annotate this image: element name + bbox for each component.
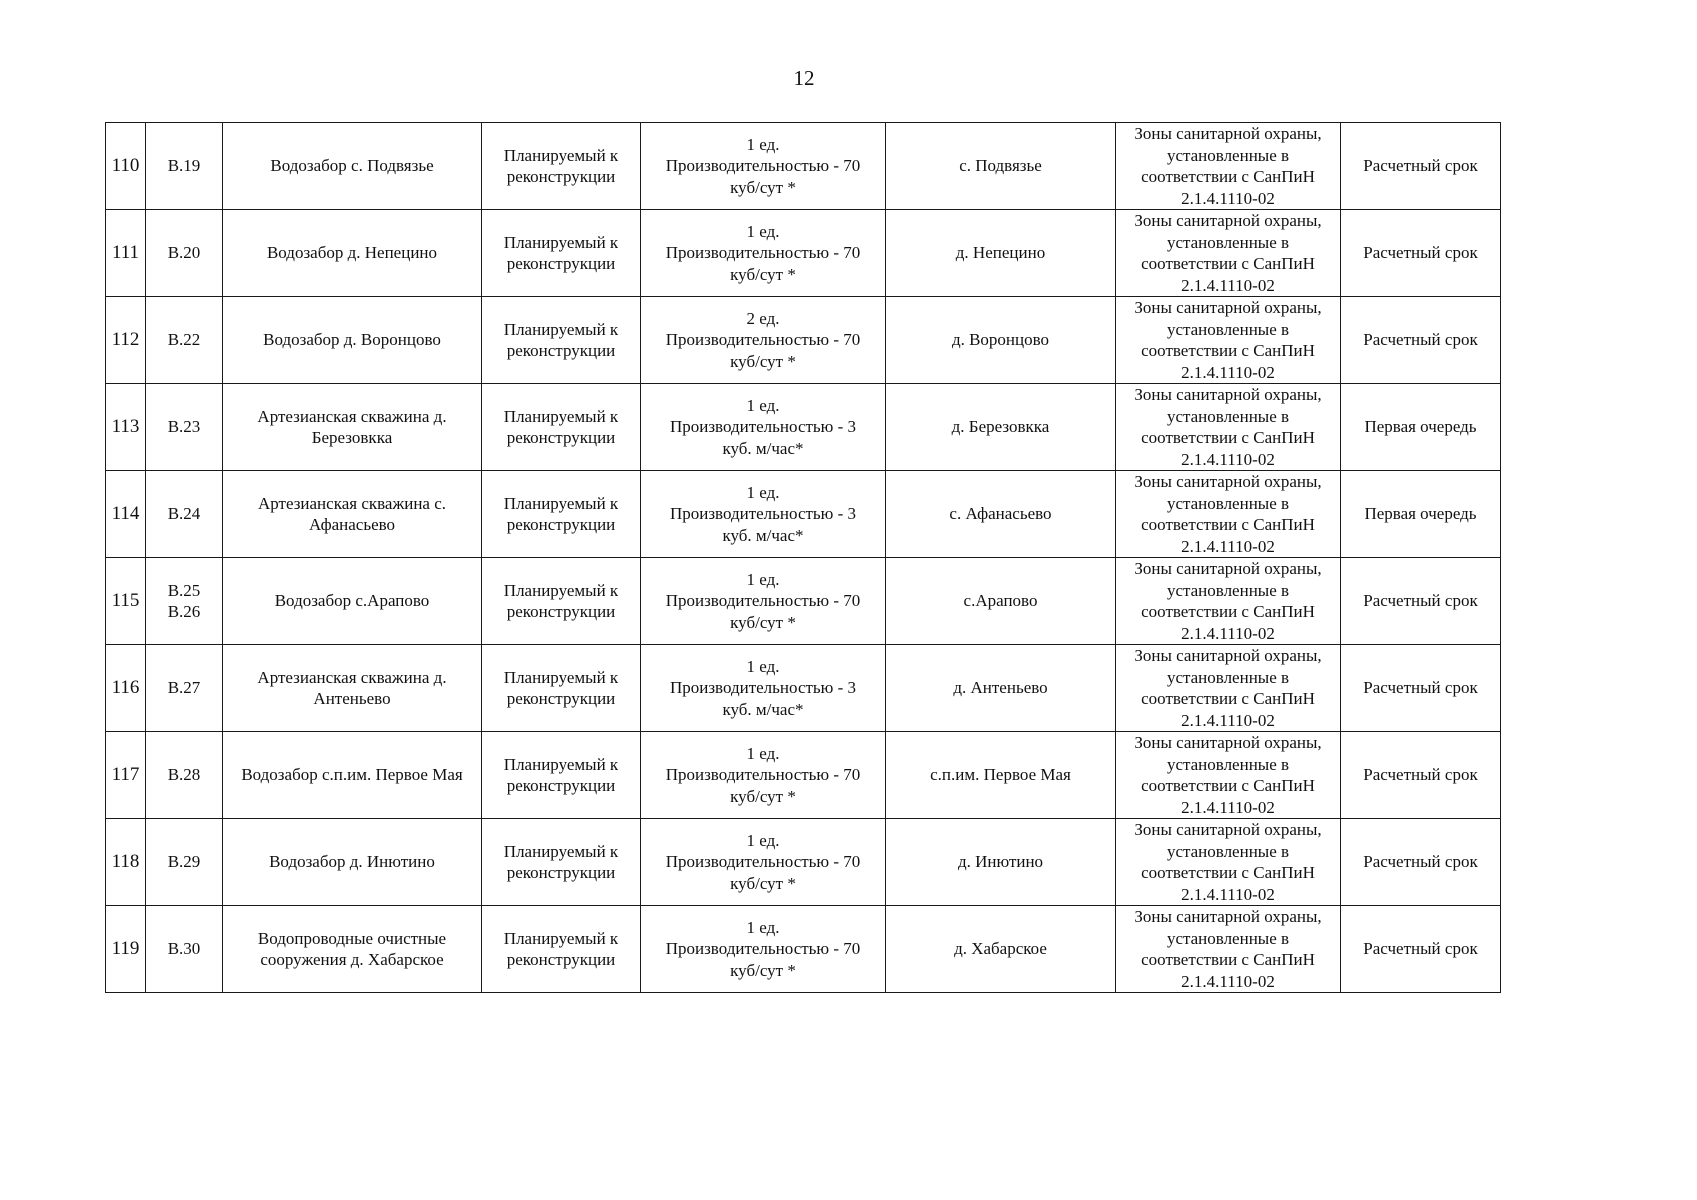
cell-term — [1341, 384, 1501, 471]
cell-text-line: с. Подвязье — [959, 156, 1042, 176]
cell-text-line: Производительностью - 3 — [669, 678, 857, 698]
cell-text-line: соответствии с СанПиН — [1141, 950, 1315, 969]
cell-text-line: 2.1.4.1110-02 — [1181, 884, 1275, 904]
cell-protection-zones — [1116, 297, 1341, 384]
cell-status — [482, 297, 641, 384]
cell-text-line: В.23 — [167, 417, 201, 437]
cell-text-line: Первая очередь — [1364, 504, 1477, 524]
cell-text-line: Водозабор д. Инютино — [269, 852, 435, 872]
cell-text-line: Расчетный срок — [1363, 678, 1478, 698]
cell-text-line: В.25 — [167, 580, 201, 600]
cell-text-line: Зоны санитарной охраны, — [1134, 559, 1322, 578]
cell-text-line: реконструкции — [506, 776, 616, 795]
cell-text-line: Водозабор с.п.им. Первое Мая — [241, 765, 463, 785]
cell-text-line: реконструкции — [506, 254, 616, 273]
cell-text-line: Расчетный срок — [1363, 591, 1478, 611]
cell-code — [146, 732, 223, 819]
cell-text-line: Планируемый к — [503, 580, 619, 600]
cell-text-line: Планируемый к — [503, 493, 619, 513]
cell-text-line: 1 ед. — [746, 482, 780, 502]
cell-text-line: Планируемый к — [503, 928, 619, 948]
cell-text-line: Зоны санитарной охраны, — [1134, 820, 1322, 839]
cell-text-line: соответствии с СанПиН — [1141, 428, 1315, 447]
cell-capacity — [641, 384, 886, 471]
cell-text-line: установленные в — [1166, 667, 1290, 687]
cell-text-line: установленные в — [1166, 319, 1290, 339]
cell-text-line: куб/сут * — [730, 264, 796, 284]
cell-text-line: Производительностью - 70 — [665, 852, 861, 872]
cell-text-line: Производительностью - 3 — [669, 417, 857, 437]
cell-text-line: Расчетный срок — [1363, 243, 1478, 263]
cell-capacity — [641, 123, 886, 210]
cell-facility-name — [223, 210, 482, 297]
cell-text-line: 1 ед. — [746, 656, 780, 676]
cell-text-line: Водозабор д. Непецино — [266, 243, 438, 263]
cell-status — [482, 819, 641, 906]
table-row — [106, 471, 1501, 558]
page-number: 12 — [793, 66, 815, 90]
cell-location — [886, 210, 1116, 297]
cell-text-line: В.24 — [167, 504, 201, 524]
cell-number: 118 — [106, 819, 146, 906]
cell-text-line: куб. м/час* — [722, 525, 804, 545]
cell-code — [146, 123, 223, 210]
cell-code — [146, 819, 223, 906]
table-row — [106, 558, 1501, 645]
cell-text-line: Расчетный срок — [1363, 852, 1478, 872]
table-row — [106, 819, 1501, 906]
cell-text-line: Водозабор с. Подвязье — [270, 156, 434, 176]
cell-text-line: Артезианская скважина д. — [257, 667, 447, 687]
cell-text-line: куб/сут * — [730, 612, 796, 632]
cell-protection-zones — [1116, 732, 1341, 819]
cell-code — [146, 906, 223, 993]
cell-text-line: 1 ед. — [746, 569, 780, 589]
cell-location — [886, 819, 1116, 906]
cell-facility-name — [223, 819, 482, 906]
cell-text-line: с. Афанасьево — [949, 504, 1052, 524]
cell-status — [482, 210, 641, 297]
cell-text-line: куб/сут * — [730, 177, 796, 197]
cell-text-line: Планируемый к — [503, 406, 619, 426]
cell-text-line: реконструкции — [506, 863, 616, 882]
cell-text-line: 2.1.4.1110-02 — [1181, 971, 1275, 991]
cell-status — [482, 384, 641, 471]
cell-text-line: Водопроводные очистные — [257, 928, 447, 948]
cell-text-line: установленные в — [1166, 928, 1290, 948]
cell-status — [482, 906, 641, 993]
cell-text-line: Расчетный срок — [1363, 156, 1478, 176]
cell-text-line: куб. м/час* — [722, 699, 804, 719]
cell-number: 112 — [106, 297, 146, 384]
cell-capacity — [641, 732, 886, 819]
cell-text-line: соответствии с СанПиН — [1141, 515, 1315, 534]
cell-text-line: В.27 — [167, 678, 201, 698]
cell-term — [1341, 297, 1501, 384]
cell-text-line: реконструкции — [506, 950, 616, 969]
table-row — [106, 297, 1501, 384]
cell-text-line: д. Инютино — [957, 852, 1044, 872]
cell-text-line: Зоны санитарной охраны, — [1134, 385, 1322, 404]
cell-text-line: д. Антеньево — [953, 678, 1048, 698]
cell-text-line: 1 ед. — [746, 134, 780, 154]
cell-facility-name — [223, 123, 482, 210]
cell-location — [886, 297, 1116, 384]
cell-location — [886, 123, 1116, 210]
cell-number: 114 — [106, 471, 146, 558]
cell-text-line: куб. м/час* — [722, 438, 804, 458]
cell-text-line: 1 ед. — [746, 917, 780, 937]
cell-text-line: реконструкции — [506, 428, 616, 447]
cell-text-line: В.26 — [167, 602, 201, 621]
cell-text-line: установленные в — [1166, 406, 1290, 426]
cell-text-line: Производительностью - 70 — [665, 330, 861, 350]
cell-code — [146, 297, 223, 384]
cell-text-line: куб/сут * — [730, 351, 796, 371]
cell-protection-zones — [1116, 123, 1341, 210]
cell-text-line: соответствии с СанПиН — [1141, 602, 1315, 621]
cell-status — [482, 471, 641, 558]
cell-text-line: Зоны санитарной охраны, — [1134, 646, 1322, 665]
cell-text-line: установленные в — [1166, 145, 1290, 165]
cell-text-line: Расчетный срок — [1363, 939, 1478, 959]
cell-text-line: д. Воронцово — [951, 330, 1050, 350]
table-row — [106, 384, 1501, 471]
cell-number: 111 — [106, 210, 146, 297]
cell-text-line: 1 ед. — [746, 221, 780, 241]
cell-text-line: В.29 — [167, 852, 201, 872]
cell-text-line: Производительностью - 70 — [665, 939, 861, 959]
cell-protection-zones — [1116, 471, 1341, 558]
cell-term — [1341, 123, 1501, 210]
cell-text-line: сооружения д. Хабарское — [260, 950, 444, 969]
cell-term — [1341, 471, 1501, 558]
cell-text-line: В.19 — [167, 156, 201, 176]
cell-text-line: 1 ед. — [746, 395, 780, 415]
cell-text-line: Первая очередь — [1364, 417, 1477, 437]
cell-status — [482, 558, 641, 645]
cell-text-line: реконструкции — [506, 602, 616, 621]
cell-text-line: Березовкка — [311, 428, 393, 447]
cell-text-line: соответствии с СанПиН — [1141, 167, 1315, 186]
cell-text-line: с.п.им. Первое Мая — [930, 765, 1071, 785]
cell-location — [886, 732, 1116, 819]
cell-code — [146, 384, 223, 471]
cell-text-line: Зоны санитарной охраны, — [1134, 472, 1322, 491]
cell-term — [1341, 906, 1501, 993]
cell-number: 116 — [106, 645, 146, 732]
cell-text-line: Производительностью - 70 — [665, 243, 861, 263]
cell-text-line: куб/сут * — [730, 873, 796, 893]
table-row — [106, 906, 1501, 993]
table-body — [106, 123, 1501, 993]
cell-facility-name — [223, 732, 482, 819]
cell-text-line: д. Березовкка — [951, 417, 1050, 437]
cell-text-line: 2.1.4.1110-02 — [1181, 362, 1275, 382]
cell-text-line: установленные в — [1166, 493, 1290, 513]
cell-text-line: В.30 — [167, 939, 201, 959]
cell-location — [886, 558, 1116, 645]
cell-text-line: 2 ед. — [746, 308, 780, 328]
cell-term — [1341, 732, 1501, 819]
cell-text-line: Артезианская скважина д. — [257, 406, 447, 426]
cell-text-line: реконструкции — [506, 515, 616, 534]
cell-term — [1341, 819, 1501, 906]
cell-capacity — [641, 297, 886, 384]
cell-text-line: Антеньево — [313, 689, 391, 708]
cell-text-line: 1 ед. — [746, 743, 780, 763]
cell-text-line: В.20 — [167, 243, 201, 263]
cell-text-line: куб/сут * — [730, 786, 796, 806]
cell-code — [146, 210, 223, 297]
table-row — [106, 123, 1501, 210]
cell-text-line: Расчетный срок — [1363, 765, 1478, 785]
cell-location — [886, 906, 1116, 993]
cell-number: 113 — [106, 384, 146, 471]
cell-text-line: установленные в — [1166, 232, 1290, 252]
cell-capacity — [641, 471, 886, 558]
cell-capacity — [641, 558, 886, 645]
cell-text-line: Зоны санитарной охраны, — [1134, 211, 1322, 230]
cell-text-line: Зоны санитарной охраны, — [1134, 124, 1322, 143]
cell-facility-name — [223, 645, 482, 732]
cell-text-line: Планируемый к — [503, 667, 619, 687]
cell-text-line: Планируемый к — [503, 754, 619, 774]
cell-text-line: соответствии с СанПиН — [1141, 341, 1315, 360]
cell-text-line: Производительностью - 70 — [665, 765, 861, 785]
cell-protection-zones — [1116, 384, 1341, 471]
cell-number: 110 — [106, 123, 146, 210]
cell-number: 117 — [106, 732, 146, 819]
cell-code — [146, 645, 223, 732]
cell-protection-zones — [1116, 906, 1341, 993]
cell-text-line: соответствии с СанПиН — [1141, 863, 1315, 882]
cell-text-line: Производительностью - 3 — [669, 504, 857, 524]
cell-text-line: 1 ед. — [746, 830, 780, 850]
cell-protection-zones — [1116, 558, 1341, 645]
cell-text-line: В.28 — [167, 765, 201, 785]
cell-text-line: Расчетный срок — [1363, 330, 1478, 350]
cell-text-line: 2.1.4.1110-02 — [1181, 275, 1275, 295]
cell-text-line: соответствии с СанПиН — [1141, 776, 1315, 795]
cell-text-line: Планируемый к — [503, 841, 619, 861]
cell-code — [146, 471, 223, 558]
cell-text-line: соответствии с СанПиН — [1141, 689, 1315, 708]
cell-facility-name — [223, 558, 482, 645]
cell-text-line: установленные в — [1166, 841, 1290, 861]
cell-capacity — [641, 819, 886, 906]
cell-text-line: куб/сут * — [730, 960, 796, 980]
cell-text-line: Планируемый к — [503, 319, 619, 339]
cell-text-line: 2.1.4.1110-02 — [1181, 797, 1275, 817]
cell-text-line: установленные в — [1166, 754, 1290, 774]
cell-text-line: 2.1.4.1110-02 — [1181, 536, 1275, 556]
cell-code — [146, 558, 223, 645]
cell-text-line: д. Хабарское — [954, 939, 1047, 959]
cell-text-line: установленные в — [1166, 580, 1290, 600]
cell-capacity — [641, 906, 886, 993]
cell-location — [886, 384, 1116, 471]
cell-protection-zones — [1116, 819, 1341, 906]
cell-status — [482, 645, 641, 732]
cell-text-line: 2.1.4.1110-02 — [1181, 623, 1275, 643]
facilities-table — [105, 122, 1501, 993]
cell-text-line: Зоны санитарной охраны, — [1134, 298, 1322, 317]
cell-text-line: 2.1.4.1110-02 — [1181, 449, 1275, 469]
cell-term — [1341, 645, 1501, 732]
cell-location — [886, 645, 1116, 732]
cell-status — [482, 123, 641, 210]
cell-facility-name — [223, 297, 482, 384]
cell-facility-name — [223, 906, 482, 993]
cell-text-line: Артезианская скважина с. — [257, 493, 447, 513]
cell-text-line: 2.1.4.1110-02 — [1181, 710, 1275, 730]
cell-text-line: реконструкции — [506, 167, 616, 186]
cell-protection-zones — [1116, 645, 1341, 732]
cell-capacity — [641, 645, 886, 732]
cell-text-line: 2.1.4.1110-02 — [1181, 188, 1275, 208]
cell-text-line: Планируемый к — [503, 232, 619, 252]
cell-text-line: реконструкции — [506, 341, 616, 360]
cell-text-line: Планируемый к — [503, 145, 619, 165]
cell-term — [1341, 210, 1501, 297]
cell-protection-zones — [1116, 210, 1341, 297]
cell-text-line: Зоны санитарной охраны, — [1134, 907, 1322, 926]
cell-text-line: д. Непецино — [955, 243, 1046, 263]
cell-text-line: соответствии с СанПиН — [1141, 254, 1315, 273]
cell-text-line: Производительностью - 70 — [665, 591, 861, 611]
cell-capacity — [641, 210, 886, 297]
cell-text-line: В.22 — [167, 330, 201, 350]
cell-number: 119 — [106, 906, 146, 993]
table-row — [106, 645, 1501, 732]
cell-text-line: Водозабор с.Арапово — [274, 591, 430, 611]
cell-text-line: Производительностью - 70 — [665, 156, 861, 176]
cell-facility-name — [223, 471, 482, 558]
cell-facility-name — [223, 384, 482, 471]
cell-text-line: Афанасьево — [308, 515, 396, 534]
cell-status — [482, 732, 641, 819]
cell-text-line: Зоны санитарной охраны, — [1134, 733, 1322, 752]
table-row — [106, 732, 1501, 819]
cell-text-line: с.Арапово — [963, 591, 1038, 611]
table-row — [106, 210, 1501, 297]
cell-term — [1341, 558, 1501, 645]
cell-number: 115 — [106, 558, 146, 645]
cell-text-line: реконструкции — [506, 689, 616, 708]
cell-text-line: Водозабор д. Воронцово — [263, 330, 441, 350]
cell-location — [886, 471, 1116, 558]
